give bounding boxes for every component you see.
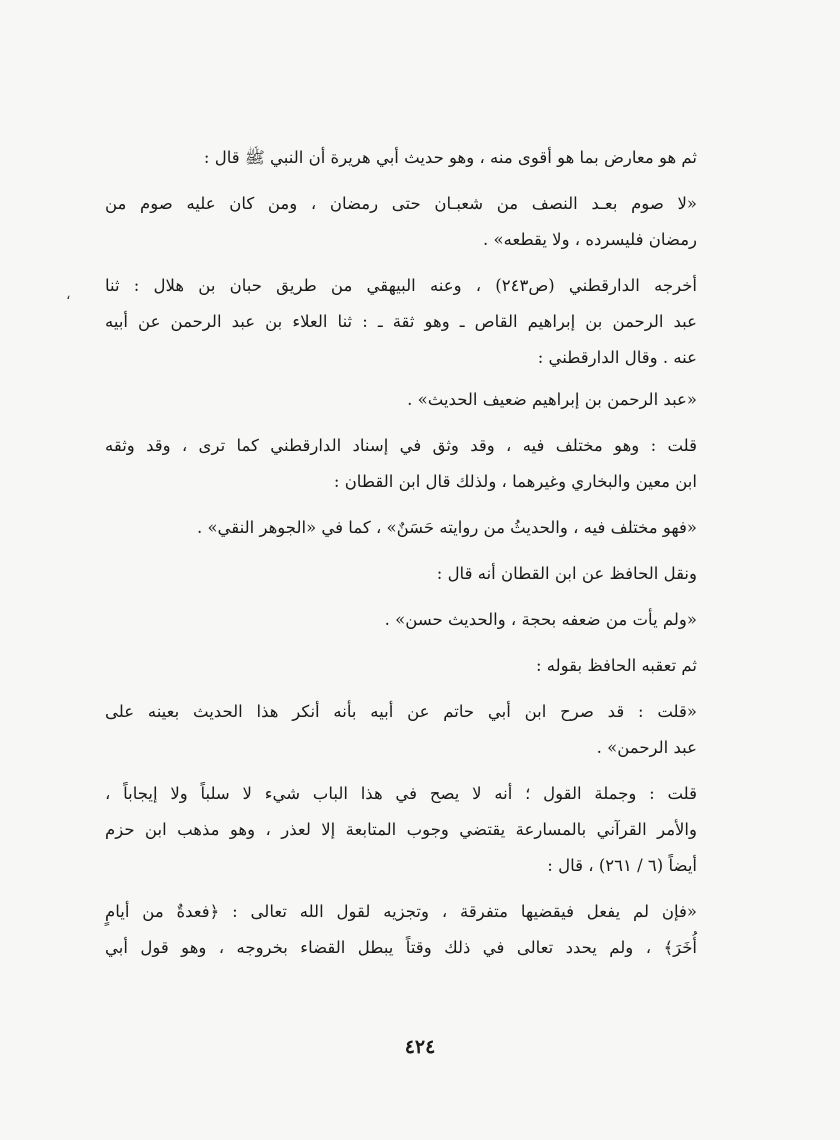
text-line: «ولم يأت من ضعفه بحجة ، والحديث حسن» . xyxy=(384,610,697,629)
page-number: ٤٢٤ xyxy=(404,1036,436,1058)
paragraph xyxy=(105,648,697,684)
text-line: «عبد الرحمن بن إبراهيم ضعيف الحديث» . xyxy=(407,390,697,409)
quote-paragraph xyxy=(105,602,697,638)
text-line: عبد الرحمن» . xyxy=(596,738,697,757)
text-line: ونقل الحافظ عن ابن القطان أنه قال : xyxy=(436,564,697,583)
text-line: «فهو مختلف فيه ، والحديثُ من روايته حَسَنٌ» ، كما في «الجوهر النقي» . xyxy=(196,518,697,537)
paragraph xyxy=(105,428,697,500)
quote-paragraph xyxy=(105,186,697,258)
text-line: أخرجه الدارقطني (ص٢٤٣) ، وعنه البيهقي من طريق حبان بن هلال : ثنا xyxy=(105,276,698,295)
text-line: أيضاً (٦ / ٢٦١) ، قال : xyxy=(547,856,697,875)
text-line: ثم هو معارض بما هو أقوى منه ، وهو حديث أبي هريرة أن النبي ﷺ قال : xyxy=(203,148,697,167)
text-line: عنه . وقال الدارقطني : xyxy=(537,348,697,367)
quote-paragraph xyxy=(105,894,697,966)
quote-paragraph xyxy=(105,694,697,766)
quote-paragraph xyxy=(105,510,697,546)
margin-mark: ، xyxy=(66,287,71,303)
paragraph xyxy=(105,140,697,176)
text-line: أُخَرَ﴾ ، ولم يحدد تعالى في ذلك وقتاً يبطل القضاء بخروجه ، وهو قول أبي xyxy=(105,938,697,957)
quote-paragraph xyxy=(105,382,697,418)
paragraph xyxy=(105,268,697,376)
page-body xyxy=(105,140,697,976)
text-line: «قلت : قد صرح ابن أبي حاتم عن أبيه بأنه أنكر هذا الحديث بعينه على xyxy=(105,702,697,721)
paragraph xyxy=(105,556,697,592)
text-line: والأمر القرآني بالمسارعة يقتضي وجوب المتابعة إلا لعذر ، وهو مذهب ابن حزم xyxy=(105,820,697,839)
paragraph xyxy=(105,776,697,884)
text-line: قلت : وهو مختلف فيه ، وقد وثق في إسناد الدارقطني كما ترى ، وقد وثقه xyxy=(105,436,697,455)
text-line: قلت : وجملة القول ؛ أنه لا يصح في هذا الباب شيء لا سلباً ولا إيجاباً ، xyxy=(105,784,697,803)
text-line: «فإن لم يفعل فيقضيها متفرقة ، وتجزيه لقول الله تعالى : ﴿فعدةٌ من أيامٍ xyxy=(105,902,697,921)
text-line: عبد الرحمن بن إبراهيم القاص ـ وهو ثقة ـ : ثنا العلاء بن عبد الرحمن عن أبيه xyxy=(105,312,697,331)
text-line: رمضان فليسرده ، ولا يقطعه» . xyxy=(483,230,697,249)
text-line: ابن معين والبخاري وغيرهما ، ولذلك قال ابن القطان : xyxy=(333,472,697,491)
text-line: «لا صوم بعـد النصف من شعبـان حتى رمضان ، ومن كان عليه صوم من xyxy=(105,194,697,213)
text-line: ثم تعقبه الحافظ بقوله : xyxy=(535,656,697,675)
